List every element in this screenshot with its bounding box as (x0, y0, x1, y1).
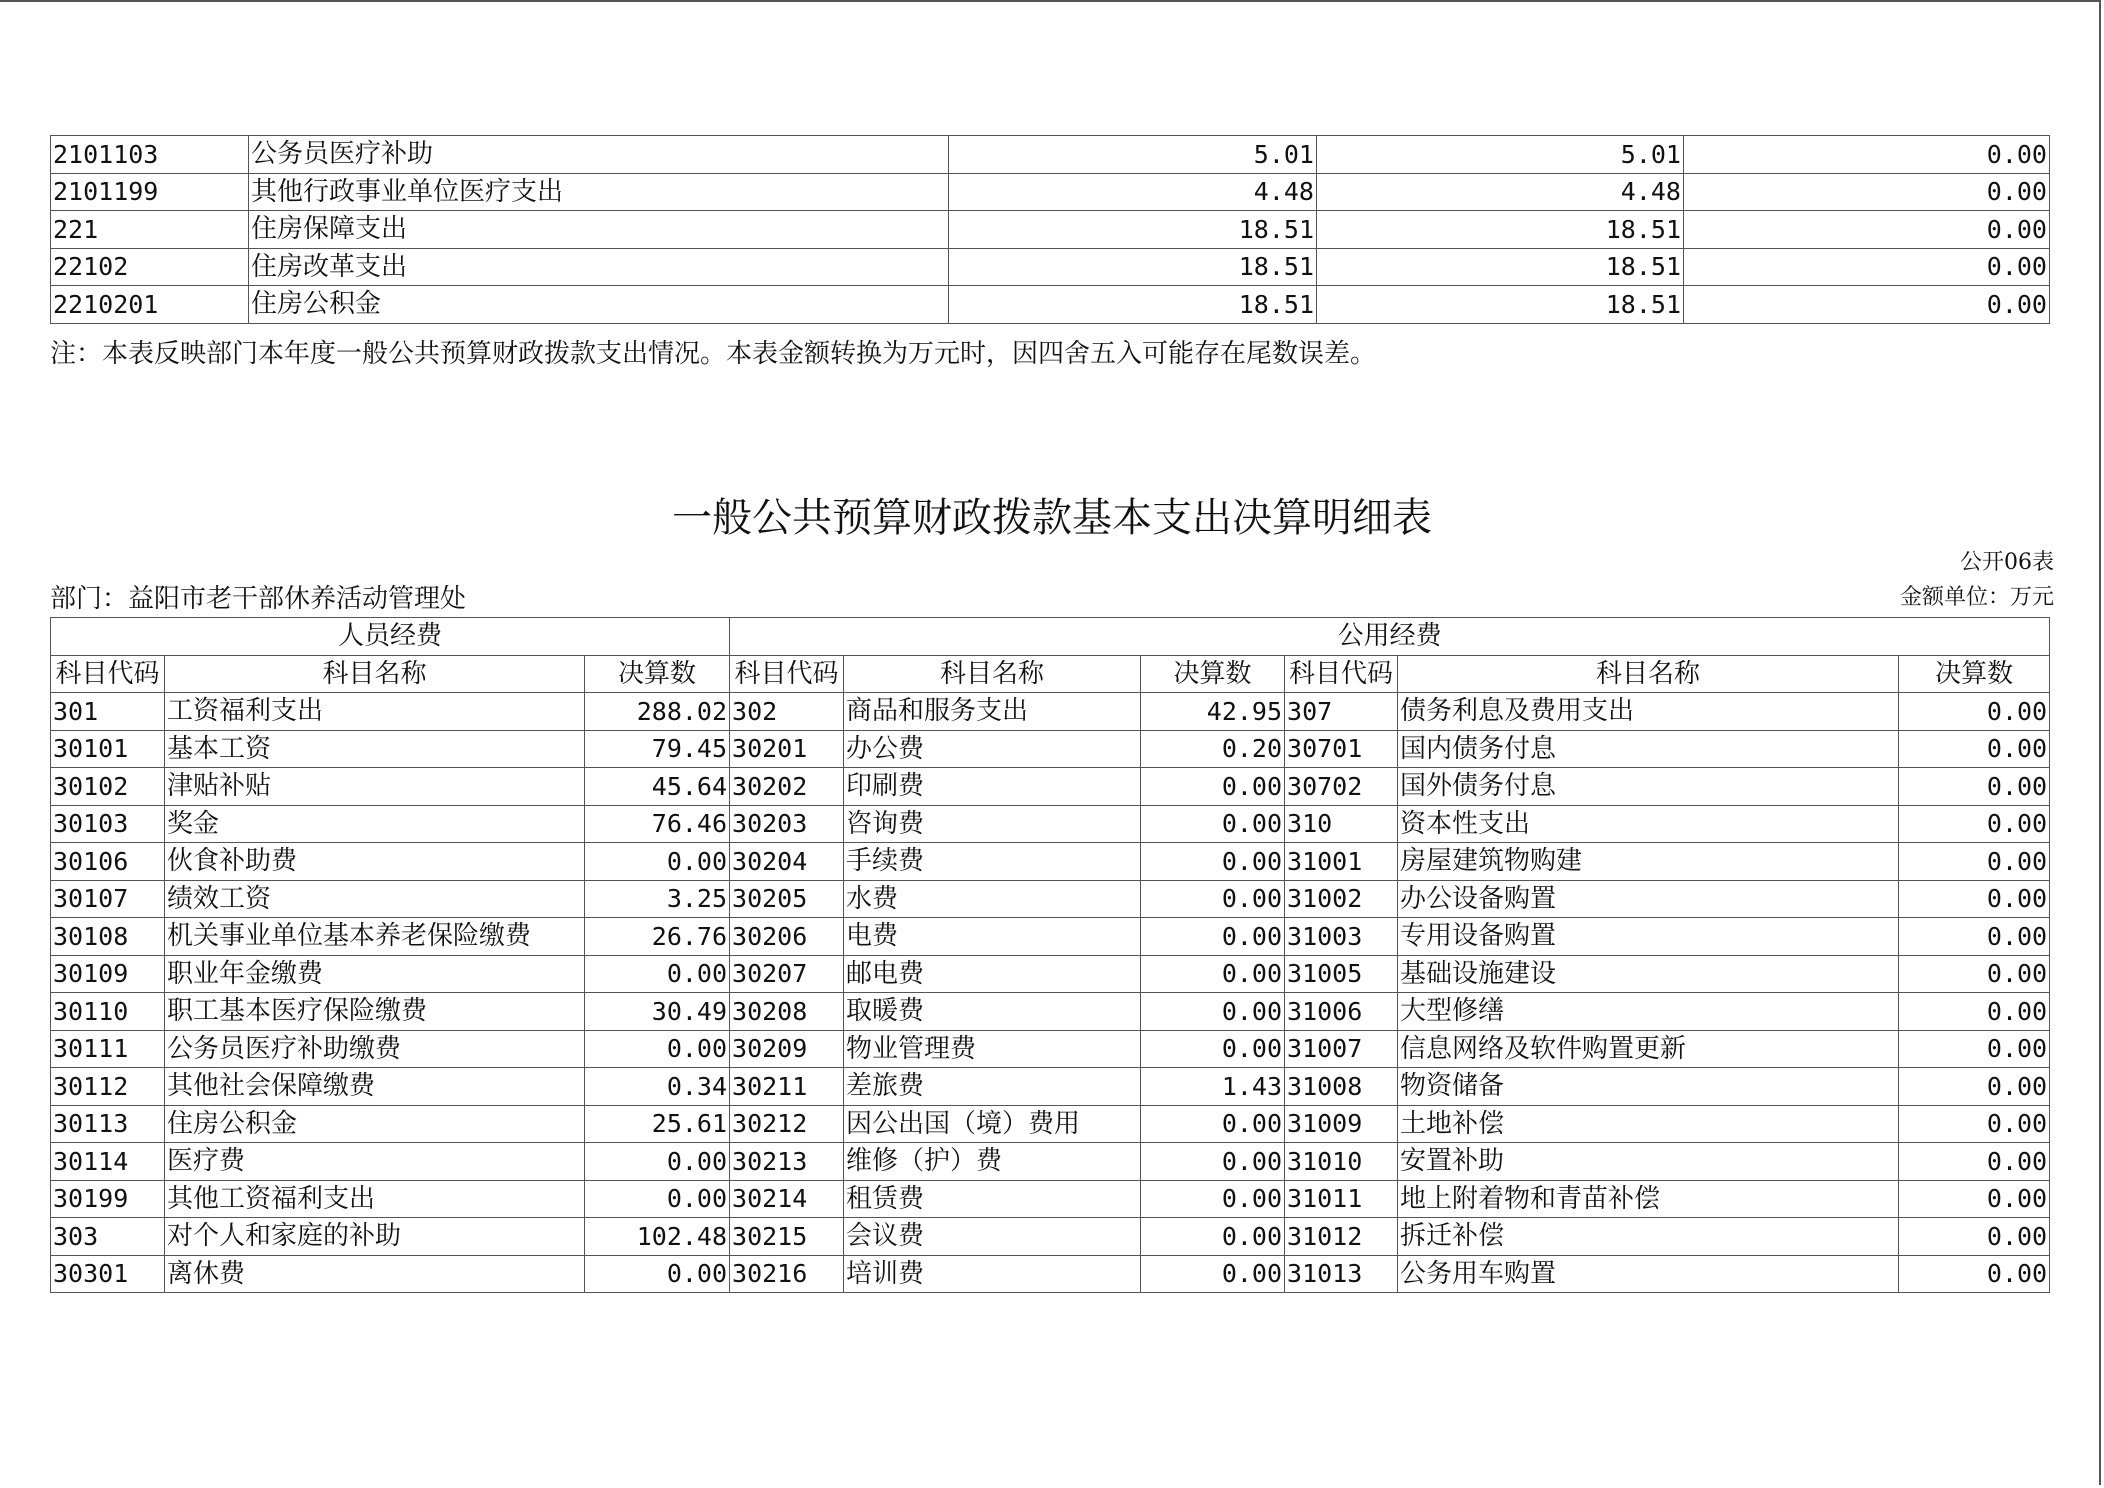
subject-code-cell: 31003 (1285, 918, 1398, 956)
subject-name-cell: 国内债务付息 (1398, 730, 1899, 768)
subject-code-cell: 31005 (1285, 955, 1398, 993)
subject-name-cell: 国外债务付息 (1398, 768, 1899, 806)
amount-cell: 0.00 (1899, 1143, 2050, 1181)
subject-name-cell: 债务利息及费用支出 (1398, 693, 1899, 731)
col-header-amount: 决算数 (1899, 655, 2050, 693)
subject-name-cell: 手续费 (844, 843, 1141, 881)
subject-name-cell: 物业管理费 (844, 1030, 1141, 1068)
subject-code-cell: 30108 (51, 918, 165, 956)
subject-code-cell: 30206 (730, 918, 844, 956)
subject-code-cell: 30215 (730, 1218, 844, 1256)
table-row (51, 843, 2050, 881)
amount-cell: 25.61 (585, 1105, 730, 1143)
table-note: 注：本表反映部门本年度一般公共预算财政拨款支出情况。本表金额转换为万元时，因四舍五入可能存在尾数误差。 (50, 339, 1377, 369)
amount-cell: 0.00 (1141, 1255, 1285, 1293)
subject-name-cell: 专用设备购置 (1398, 918, 1899, 956)
subject-name-cell: 伙食补助费 (165, 843, 585, 881)
amount-cell: 0.00 (1141, 1143, 1285, 1181)
subject-name-cell: 取暖费 (844, 993, 1141, 1031)
subject-name-cell: 工资福利支出 (165, 693, 585, 731)
subject-code-cell: 22102 (51, 248, 249, 286)
amount-cell: 76.46 (585, 805, 730, 843)
amount-cell: 0.00 (1141, 805, 1285, 843)
amount-cell: 0.00 (1141, 768, 1285, 806)
subject-code-cell: 30213 (730, 1143, 844, 1181)
subject-name-cell: 印刷费 (844, 768, 1141, 806)
amount-cell: 0.00 (1899, 918, 2050, 956)
amount-cell: 0.00 (585, 955, 730, 993)
amount-cell: 0.00 (1141, 843, 1285, 881)
amount-cell: 0.00 (1899, 843, 2050, 881)
subject-name-cell: 水费 (844, 880, 1141, 918)
subject-code-cell: 31013 (1285, 1255, 1398, 1293)
amount-cell: 42.95 (1141, 693, 1285, 731)
subject-name-cell: 职业年金缴费 (165, 955, 585, 993)
table-row (51, 918, 2050, 956)
amount-cell: 79.45 (585, 730, 730, 768)
subject-name-cell: 其他社会保障缴费 (165, 1068, 585, 1106)
amount-cell: 0.00 (1141, 955, 1285, 993)
amount-cell: 0.00 (1684, 136, 2050, 174)
subject-name-cell: 土地补偿 (1398, 1105, 1899, 1143)
subject-code-cell: 31007 (1285, 1030, 1398, 1068)
subject-name-cell: 地上附着物和青苗补偿 (1398, 1180, 1899, 1218)
subject-name-cell: 职工基本医疗保险缴费 (165, 993, 585, 1031)
subject-code-cell: 30216 (730, 1255, 844, 1293)
subject-code-cell: 30204 (730, 843, 844, 881)
subject-name-cell: 资本性支出 (1398, 805, 1899, 843)
amount-cell: 0.20 (1141, 730, 1285, 768)
subject-code-cell: 30101 (51, 730, 165, 768)
subject-name-cell: 大型修缮 (1398, 993, 1899, 1031)
amount-cell: 0.00 (1684, 211, 2050, 249)
table-row (51, 1068, 2050, 1106)
amount-cell: 0.00 (1141, 1180, 1285, 1218)
subject-code-cell: 31006 (1285, 993, 1398, 1031)
table-row (51, 211, 2050, 249)
table-row (51, 1255, 2050, 1293)
table-row (51, 955, 2050, 993)
subject-code-cell: 31009 (1285, 1105, 1398, 1143)
amount-cell: 18.51 (1317, 286, 1684, 324)
amount-cell: 3.25 (585, 880, 730, 918)
subject-name-cell: 会议费 (844, 1218, 1141, 1256)
amount-cell: 18.51 (949, 286, 1317, 324)
subject-code-cell: 2101103 (51, 136, 249, 174)
amount-cell: 288.02 (585, 693, 730, 731)
amount-cell: 0.00 (1141, 918, 1285, 956)
amount-cell: 18.51 (1317, 211, 1684, 249)
amount-cell: 1.43 (1141, 1068, 1285, 1106)
subject-name-cell: 离休费 (165, 1255, 585, 1293)
subject-name-cell: 住房保障支出 (249, 211, 949, 249)
subject-name-cell: 其他行政事业单位医疗支出 (249, 173, 949, 211)
subject-name-cell: 商品和服务支出 (844, 693, 1141, 731)
amount-cell: 0.00 (1684, 286, 2050, 324)
amount-cell: 0.00 (1899, 1105, 2050, 1143)
subject-code-cell: 221 (51, 211, 249, 249)
subject-code-cell: 30209 (730, 1030, 844, 1068)
subject-code-cell: 30205 (730, 880, 844, 918)
table-row (51, 880, 2050, 918)
col-header-code: 科目代码 (51, 655, 165, 693)
amount-cell: 18.51 (949, 248, 1317, 286)
amount-unit-label: 金额单位：万元 (1899, 585, 2054, 610)
subject-code-cell: 30701 (1285, 730, 1398, 768)
subject-name-cell: 基本工资 (165, 730, 585, 768)
table-row (51, 136, 2050, 174)
subject-name-cell: 奖金 (165, 805, 585, 843)
subject-code-cell: 31001 (1285, 843, 1398, 881)
subject-code-cell: 31012 (1285, 1218, 1398, 1256)
subject-code-cell: 30113 (51, 1105, 165, 1143)
subject-name-cell: 公务员医疗补助 (249, 136, 949, 174)
amount-cell: 26.76 (585, 918, 730, 956)
amount-cell: 0.00 (1141, 1030, 1285, 1068)
subject-code-cell: 302 (730, 693, 844, 731)
amount-cell: 45.64 (585, 768, 730, 806)
col-header-code: 科目代码 (1285, 655, 1398, 693)
subject-code-cell: 30102 (51, 768, 165, 806)
subject-code-cell: 30110 (51, 993, 165, 1031)
subject-name-cell: 办公设备购置 (1398, 880, 1899, 918)
amount-cell: 0.00 (585, 1030, 730, 1068)
subject-name-cell: 拆迁补偿 (1398, 1218, 1899, 1256)
subject-code-cell: 30109 (51, 955, 165, 993)
subject-code-cell: 30203 (730, 805, 844, 843)
group-header-personnel: 人员经费 (51, 618, 730, 656)
amount-cell: 0.00 (1899, 1068, 2050, 1106)
top-expenditure-table (50, 135, 2050, 324)
subject-code-cell: 30301 (51, 1255, 165, 1293)
detail-table-body (51, 693, 2050, 1293)
table-number: 公开06表 (1960, 550, 2054, 575)
table-row (51, 1030, 2050, 1068)
amount-cell: 0.00 (1899, 1255, 2050, 1293)
table-row (51, 248, 2050, 286)
amount-cell: 5.01 (949, 136, 1317, 174)
subject-name-cell: 物资储备 (1398, 1068, 1899, 1106)
subject-name-cell: 住房公积金 (165, 1105, 585, 1143)
col-header-name: 科目名称 (1398, 655, 1899, 693)
subject-name-cell: 咨询费 (844, 805, 1141, 843)
subject-name-cell: 安置补助 (1398, 1143, 1899, 1181)
amount-cell: 0.00 (585, 1180, 730, 1218)
amount-cell: 0.00 (1141, 993, 1285, 1031)
amount-cell: 0.00 (1141, 1218, 1285, 1256)
subject-name-cell: 津贴补贴 (165, 768, 585, 806)
subject-name-cell: 住房改革支出 (249, 248, 949, 286)
amount-cell: 4.48 (949, 173, 1317, 211)
subject-code-cell: 310 (1285, 805, 1398, 843)
subject-code-cell: 30702 (1285, 768, 1398, 806)
department-label: 部门：益阳市老干部休养活动管理处 (50, 584, 467, 614)
amount-cell: 0.00 (1899, 1030, 2050, 1068)
amount-cell: 0.00 (1899, 1180, 2050, 1218)
subject-name-cell: 邮电费 (844, 955, 1141, 993)
amount-cell: 0.00 (1899, 805, 2050, 843)
subject-code-cell: 30114 (51, 1143, 165, 1181)
col-header-amount: 决算数 (585, 655, 730, 693)
subject-name-cell: 住房公积金 (249, 286, 949, 324)
amount-cell: 0.34 (585, 1068, 730, 1106)
amount-cell: 0.00 (1684, 173, 2050, 211)
amount-cell: 4.48 (1317, 173, 1684, 211)
amount-cell: 5.01 (1317, 136, 1684, 174)
table-row (51, 1143, 2050, 1181)
subject-name-cell: 信息网络及软件购置更新 (1398, 1030, 1899, 1068)
amount-cell: 0.00 (1899, 730, 2050, 768)
subject-code-cell: 30106 (51, 843, 165, 881)
subject-code-cell: 30112 (51, 1068, 165, 1106)
subject-name-cell: 对个人和家庭的补助 (165, 1218, 585, 1256)
group-header-public: 公用经费 (730, 618, 2050, 656)
amount-cell: 0.00 (1899, 1218, 2050, 1256)
table-row (51, 693, 2050, 731)
amount-cell: 0.00 (585, 1143, 730, 1181)
subject-name-cell: 因公出国（境）费用 (844, 1105, 1141, 1143)
top-table-body (51, 136, 2050, 324)
col-header-name: 科目名称 (844, 655, 1141, 693)
subject-code-cell: 307 (1285, 693, 1398, 731)
subject-code-cell: 2101199 (51, 173, 249, 211)
subject-name-cell: 培训费 (844, 1255, 1141, 1293)
subject-code-cell: 30111 (51, 1030, 165, 1068)
subject-name-cell: 基础设施建设 (1398, 955, 1899, 993)
subject-code-cell: 30207 (730, 955, 844, 993)
subject-name-cell: 医疗费 (165, 1143, 585, 1181)
subject-name-cell: 机关事业单位基本养老保险缴费 (165, 918, 585, 956)
amount-cell: 0.00 (1899, 993, 2050, 1031)
subject-name-cell: 其他工资福利支出 (165, 1180, 585, 1218)
subject-name-cell: 办公费 (844, 730, 1141, 768)
subject-code-cell: 30208 (730, 993, 844, 1031)
subject-name-cell: 电费 (844, 918, 1141, 956)
detail-table-header (51, 618, 2050, 693)
amount-cell: 18.51 (949, 211, 1317, 249)
subject-code-cell: 31010 (1285, 1143, 1398, 1181)
subject-name-cell: 公务用车购置 (1398, 1255, 1899, 1293)
amount-cell: 0.00 (1684, 248, 2050, 286)
amount-cell: 0.00 (1899, 768, 2050, 806)
subject-code-cell: 30201 (730, 730, 844, 768)
subject-name-cell: 房屋建筑物购建 (1398, 843, 1899, 881)
table-row (51, 1105, 2050, 1143)
amount-cell: 0.00 (1899, 880, 2050, 918)
table-row (51, 1218, 2050, 1256)
table-row (51, 1180, 2050, 1218)
subject-code-cell: 2210201 (51, 286, 249, 324)
subject-name-cell: 绩效工资 (165, 880, 585, 918)
table-row (51, 993, 2050, 1031)
amount-cell: 0.00 (1899, 955, 2050, 993)
table-row (51, 286, 2050, 324)
subject-code-cell: 31011 (1285, 1180, 1398, 1218)
amount-cell: 0.00 (1899, 693, 2050, 731)
amount-cell: 30.49 (585, 993, 730, 1031)
table-row (51, 805, 2050, 843)
subject-code-cell: 303 (51, 1218, 165, 1256)
amount-cell: 0.00 (585, 1255, 730, 1293)
subject-code-cell: 30211 (730, 1068, 844, 1106)
table-row (51, 730, 2050, 768)
subject-code-cell: 31008 (1285, 1068, 1398, 1106)
col-header-name: 科目名称 (165, 655, 585, 693)
subject-name-cell: 公务员医疗补助缴费 (165, 1030, 585, 1068)
table-row (51, 768, 2050, 806)
col-header-amount: 决算数 (1141, 655, 1285, 693)
subject-name-cell: 维修（护）费 (844, 1143, 1141, 1181)
amount-cell: 18.51 (1317, 248, 1684, 286)
subject-code-cell: 30107 (51, 880, 165, 918)
amount-cell: 0.00 (1141, 880, 1285, 918)
subject-code-cell: 301 (51, 693, 165, 731)
column-header-row (51, 655, 2050, 693)
subject-code-cell: 30103 (51, 805, 165, 843)
subject-name-cell: 差旅费 (844, 1068, 1141, 1106)
amount-cell: 102.48 (585, 1218, 730, 1256)
subject-code-cell: 30212 (730, 1105, 844, 1143)
subject-name-cell: 租赁费 (844, 1180, 1141, 1218)
subject-code-cell: 30199 (51, 1180, 165, 1218)
group-header-row (51, 618, 2050, 656)
amount-cell: 0.00 (1141, 1105, 1285, 1143)
basic-expenditure-detail-table (50, 617, 2050, 1293)
subject-code-cell: 30214 (730, 1180, 844, 1218)
col-header-code: 科目代码 (730, 655, 844, 693)
page-title: 一般公共预算财政拨款基本支出决算明细表 (672, 495, 1432, 541)
table-row (51, 173, 2050, 211)
amount-cell: 0.00 (585, 843, 730, 881)
subject-code-cell: 31002 (1285, 880, 1398, 918)
subject-code-cell: 30202 (730, 768, 844, 806)
